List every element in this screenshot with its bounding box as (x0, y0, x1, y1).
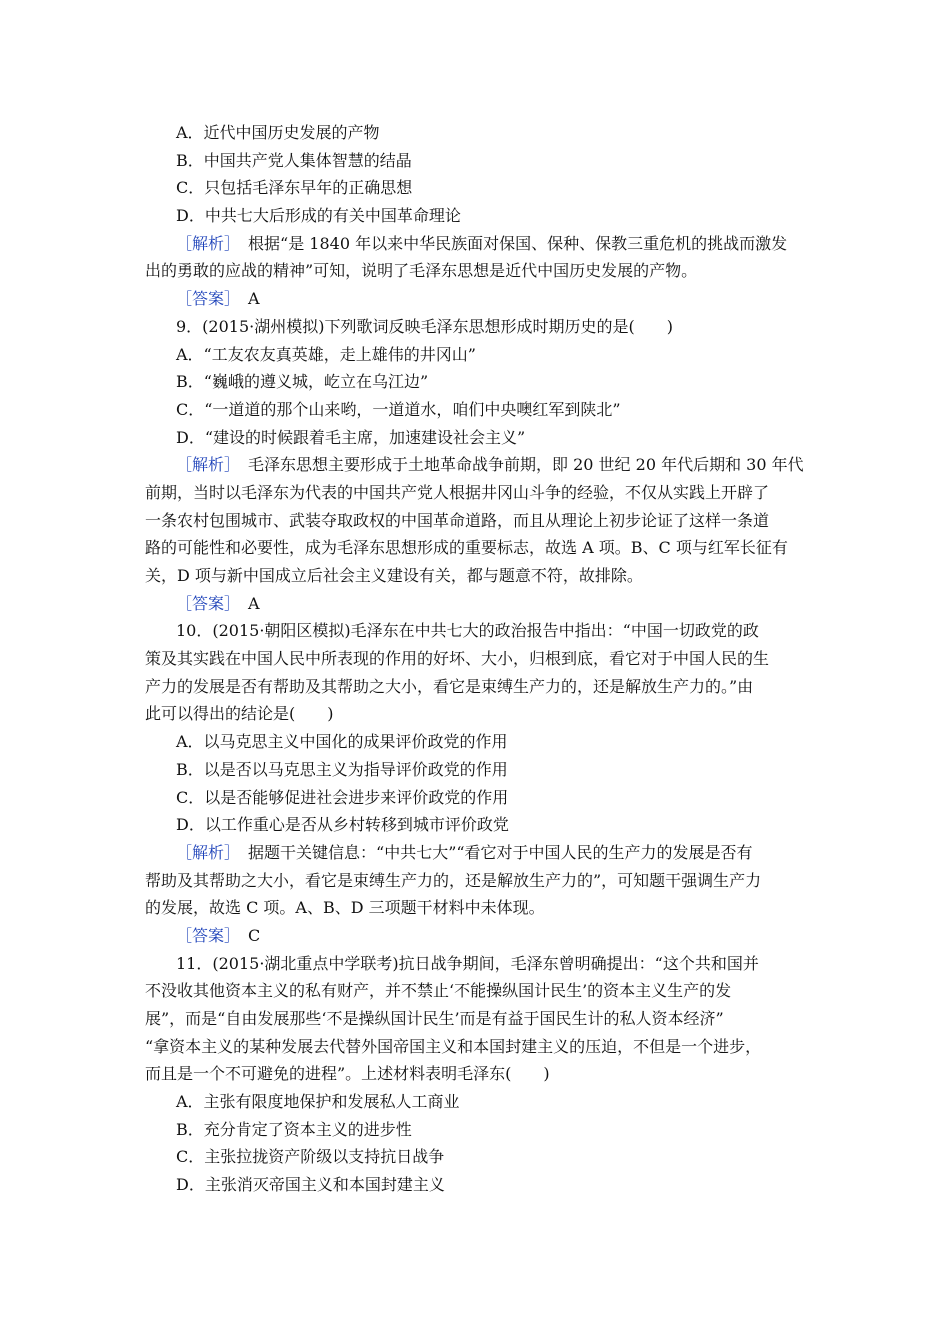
q9-answer-line (145, 590, 809, 618)
q11-option-b: B．充分肯定了资本主义的进步性 (176, 1119, 412, 1139)
q10-answer-line (145, 922, 809, 950)
q11-stem-line-1: 11．(2015·湖北重点中学联考)抗日战争期间，毛泽东曾明确提出：“这个共和国并 (176, 953, 759, 973)
q10-option-c: C．以是否能够促进社会进步来评价政党的作用 (176, 787, 509, 807)
q10-analysis-line-1 (145, 839, 809, 867)
q9-analysis-line-3: 一条农村包围城市、武装夺取政权的中国革命道路，而且从理论上初步论证了这样一条道 (145, 510, 770, 530)
q9-analysis-line-2: 前期，当时以毛泽东为代表的中国共产党人根据井冈山斗争的经验，不仅从实践上开辟了 (145, 482, 770, 502)
q11-option-a: A．主张有限度地保护和发展私人工商业 (176, 1092, 460, 1112)
q10-answer-tag: ［答案］ (176, 925, 241, 945)
q10-stem-line-4: 此可以得出的结论是( ) (145, 704, 334, 724)
q9-option-c: C．“一道道的那个山来哟，一道道水，咱们中央噢红军到陕北” (176, 399, 621, 419)
q9-analysis-tag: ［解析］ (176, 455, 241, 475)
q10-analysis-tag: ［解析］ (176, 842, 241, 862)
q9-option-a: A．“工友农友真英雄，走上雄伟的井冈山” (176, 344, 476, 364)
q10-analysis-text-1: 据题干关键信息：“中共七大”“看它对于中国人民的生产力的发展是否有 (248, 842, 753, 862)
q8-analysis-line-2: 出的勇敢的应战的精神”可知，说明了毛泽东思想是近代中国历史发展的产物。 (145, 261, 698, 281)
q10-option-d: D．以工作重心是否从乡村转移到城市评价政党 (176, 815, 509, 835)
q8-analysis-line-1 (145, 230, 809, 258)
q8-option-b: B．中国共产党人集体智慧的结晶 (176, 150, 412, 170)
q9-analysis-line-4: 路的可能性和必要性，成为毛泽东思想形成的重要标志，故选 A 项。B、C 项与红军长征有 (145, 538, 788, 558)
q9-analysis-line-5: 关，D 项与新中国成立后社会主义建设有关，都与题意不符，故排除。 (145, 566, 643, 585)
q9-stem: 9．(2015·湖州模拟)下列歌词反映毛泽东思想形成时期历史的是( ) (176, 316, 673, 336)
q8-analysis-text-1: 根据“是 1840 年以来中华民族面对保国、保种、保教三重危机的挑战而激发 (248, 233, 788, 253)
q8-option-c: C．只包括毛泽东早年的正确思想 (176, 178, 413, 198)
q11-stem-line-2: 不没收其他资本主义的私有财产，并不禁止‘不能操纵国计民生’的资本主义生产的发 (145, 981, 732, 1001)
q10-option-a: A．以马克思主义中国化的成果评价政党的作用 (176, 732, 508, 752)
q10-stem-line-2: 策及其实践在中国人民中所表现的作用的好坏、大小，归根到底，看它对于中国人民的生 (145, 649, 770, 669)
q9-answer: A (248, 593, 260, 613)
q8-option-d: D．中共七大后形成的有关中国革命理论 (176, 206, 461, 226)
q9-answer-tag: ［答案］ (176, 593, 241, 613)
q11-stem-line-3: 展”，而是“自由发展那些‘不是操纵国计民生’而是有益于国民生计的私人资本经济” (145, 1009, 724, 1028)
q10-analysis-line-2: 帮助及其帮助之大小，看它是束缚生产力的，还是解放生产力的”，可知题干强调生产力 (145, 870, 762, 890)
q10-option-b: B．以是否以马克思主义为指导评价政党的作用 (176, 759, 508, 779)
q11-stem-line-5: 而且是一个不可避免的进程”。上述材料表明毛泽东( ) (145, 1064, 550, 1084)
q11-stem-line-4: “拿资本主义的某种发展去代替外国帝国主义和本国封建主义的压迫，不但是一个进步， (145, 1036, 762, 1056)
q8-answer-line (145, 285, 809, 313)
q8-answer-tag: ［答案］ (176, 289, 241, 309)
page-content (145, 119, 809, 1199)
q8-analysis-tag: ［解析］ (176, 233, 241, 253)
q10-stem-line-1: 10．(2015·朝阳区模拟)毛泽东在中共七大的政治报告中指出：“中国一切政党的政 (176, 621, 759, 641)
q11-option-d: D．主张消灭帝国主义和本国封建主义 (176, 1175, 445, 1195)
q9-analysis-text-1: 毛泽东思想主要形成于土地革命战争前期，即 20 世纪 20 年代后期和 30 年代 (248, 455, 804, 475)
q9-option-b: B．“巍峨的遵义城，屹立在乌江边” (176, 372, 429, 392)
q10-answer: C (248, 925, 261, 945)
q10-analysis-line-3: 的发展，故选 C 项。A、B、D 三项题干材料中未体现。 (145, 898, 545, 918)
q9-option-d: D．“建设的时候跟着毛主席，加速建设社会主义” (176, 427, 526, 447)
q9-analysis-line-1 (145, 451, 809, 479)
q10-stem-line-3: 产力的发展是否有帮助及其帮助之大小，看它是束缚生产力的，还是解放生产力的。”由 (145, 676, 754, 696)
q8-answer: A (248, 289, 260, 309)
q11-option-c: C．主张拉拢资产阶级以支持抗日战争 (176, 1147, 445, 1167)
q8-option-a: A．近代中国历史发展的产物 (176, 123, 380, 142)
